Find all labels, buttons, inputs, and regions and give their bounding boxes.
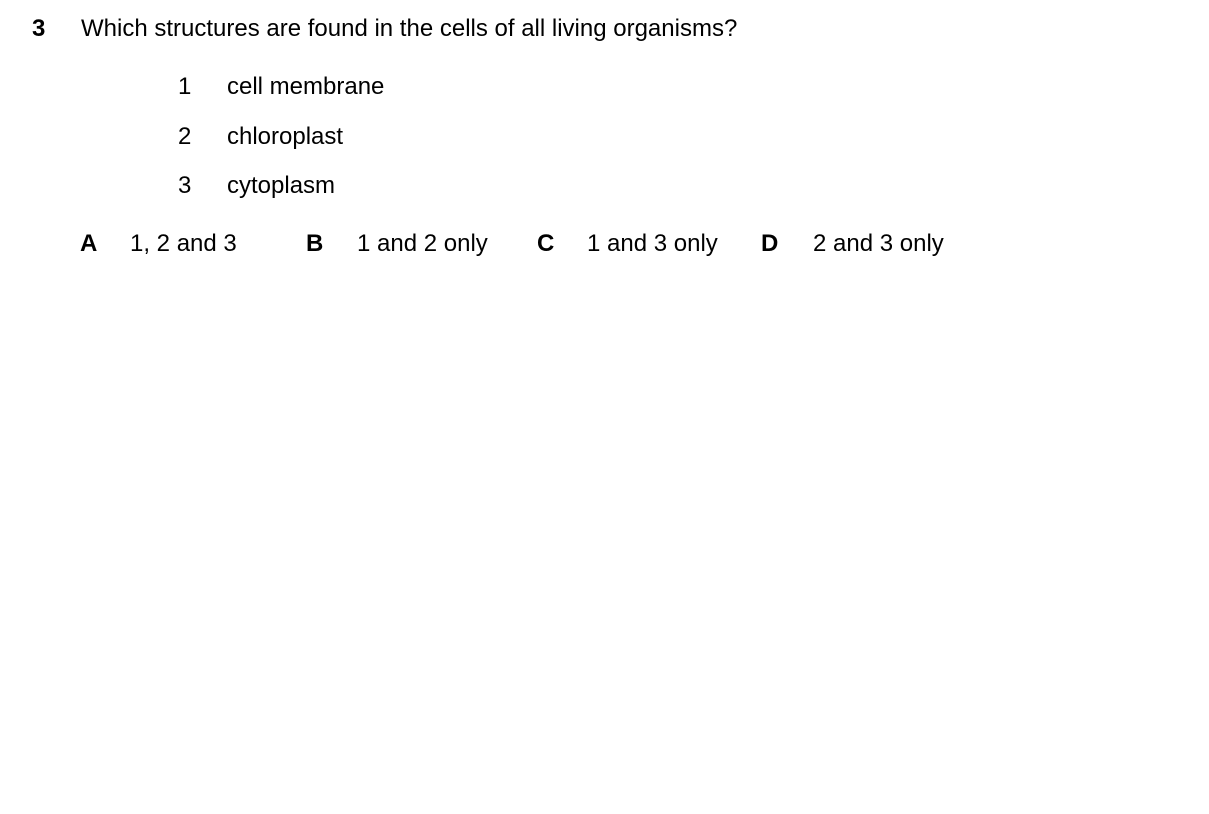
statement-number: 2 xyxy=(178,123,192,150)
option-b-letter: B xyxy=(306,230,324,257)
question-text: Which structures are found in the cells of all living organisms? xyxy=(81,15,738,42)
option-c-text: 1 and 3 only xyxy=(587,230,718,257)
statement-item xyxy=(0,72,700,102)
option-d-letter: D xyxy=(761,230,779,257)
option-b-text: 1 and 2 only xyxy=(357,230,488,257)
answer-options xyxy=(0,229,1209,259)
question-number: 3 xyxy=(32,15,46,42)
statement-text: cytoplasm xyxy=(227,172,336,199)
statement-item xyxy=(0,122,700,152)
option-d-text: 2 and 3 only xyxy=(813,230,944,257)
statement-item xyxy=(0,171,700,201)
statement-number: 3 xyxy=(178,172,192,199)
statement-text: chloroplast xyxy=(227,123,344,150)
option-a-letter: A xyxy=(80,230,98,257)
option-c-letter: C xyxy=(537,230,555,257)
option-a-text: 1, 2 and 3 xyxy=(130,230,237,257)
statement-number: 1 xyxy=(178,73,192,100)
statement-text: cell membrane xyxy=(227,73,385,100)
